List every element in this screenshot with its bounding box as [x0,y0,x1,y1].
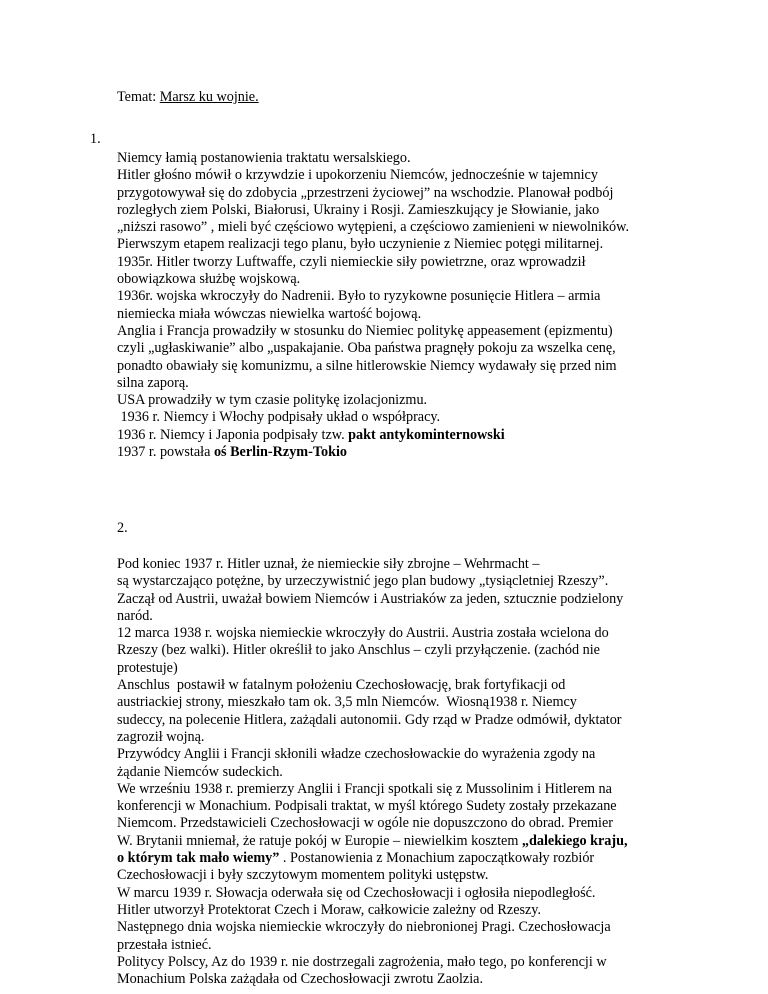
monachium-bold: o którym tak mało wiemy” [117,850,280,867]
text-line: Przywódcy Anglii i Francji skłonili władze czechosłowackie do wyrażenia zgody na [117,746,596,763]
os-prefix: 1937 r. powstała [117,444,214,461]
text-line: 1936 r. Niemcy i Włochy podpisały układ o współpracy. [117,409,441,426]
text-line: austriackiej strony, mieszkało tam ok. 3,5 mln Niemców. Wiosną1938 r. Niemcy [117,694,577,711]
section-2-text [117,556,677,988]
text-line: rozległych ziem Polski, Białorusi, Ukrainy i Rosji. Zamieszkujący je Słowianie, jako [117,201,600,218]
text-line: Pod koniec 1937 r. Hitler uznał, że niemieckie siły zbrojne – Wehrmacht – [117,556,540,572]
text-line: niemiecka miała wówczas niewielka wartość bojową. [117,305,422,322]
text-line: Anglia i Francja prowadziły w stosunku do Niemiec politykę appeasement (epizmentu) [117,322,613,339]
text-line: czyli „ugłaskiwanie” albo „uspakajanie. Oba państwa pragnęły pokoju za wszelka cenę, [117,340,616,357]
pakt-bold: pakt antykominternowski [348,426,505,443]
text-line: 1935r. Hitler tworzy Luftwaffe, czyli niemieckie siły powietrzne, oraz wprowadził [117,253,586,270]
section-2-number: 2. [117,520,128,536]
text-line: Hitler utworzył Protektorat Czech i Moraw, całkowicie zależny od Rzeszy. [117,901,542,918]
text-line-brytania [117,833,677,850]
brytania-bold: „dalekiego kraju, [521,832,628,849]
title-topic: Marsz ku wojnie. [159,89,259,105]
text-line: „niższi rasowo” , mieli być częściowo wytępieni, a częściowo zamienieni w niewolników. [117,219,630,236]
text-line: sudeccy, na polecenie Hitlera, zażądali autonomii. Gdy rząd w Pradze odmówił, dyktator [117,711,622,728]
text-line: 12 marca 1938 r. wojska niemieckie wkroczyły do Austrii. Austria została wcielona do [117,625,609,642]
text-line: Politycy Polscy, Az do 1939 r. nie dostrzegali zagrożenia, mało tego, po konferencji w [117,953,607,970]
text-line: Niemcy łamią postanowienia traktatu wersalskiego. [117,150,411,166]
text-line: Anschlus postawił w fatalnym położeniu Czechosłowację, brak fortyfikacji od [117,677,566,694]
text-line: są wystarczająco potężne, by urzeczywistnić jego plan budowy „tysiącletniej Rzeszy”. [117,573,609,590]
text-line: przestała istnieć. [117,936,212,953]
section-1-text [117,150,677,461]
text-line: silna zaporą. [117,374,189,391]
text-line: Hitler głośno mówił o krzywdzie i upokorzeniu Niemców, jednocześnie w tajemnicy [117,167,598,184]
text-line: Monachium Polska zażądała od Czechosłowacji zwrotu Zaolzia. [117,971,483,988]
text-line: żądanie Niemców sudeckich. [117,763,283,780]
text-line: Pierwszym etapem realizacji tego planu, było uczynienie z Niemiec potęgi militarnej. [117,236,604,253]
text-line: konferencji w Monachium. Podpisali traktat, w myśl którego Sudety zostały przekazane [117,798,617,815]
text-line: obowiązkowa służbę wojskową. [117,271,301,288]
text-line: Następnego dnia wojska niemieckie wkroczyły do niebronionej Pragi. Czechosłowacja [117,919,611,936]
page-title [117,89,259,106]
text-line-os [117,444,677,461]
text-line-monachium [117,850,677,867]
text-line: zagroził wojną. [117,728,205,745]
text-line: protestuje) [117,659,178,676]
os-bold: oś Berlin-Rzym-Tokio [213,444,348,461]
text-line: We wrześniu 1938 r. premierzy Anglii i Francji spotkali się z Mussolinim i Hitlerem na [117,780,612,797]
text-line: Rzeszy (bez walki). Hitler określił to jako Anschlus – czyli przyłączenie. (zachód nie [117,642,600,659]
brytania-prefix: W. Brytanii mniemał, że ratuje pokój w Europie – niewielkim kosztem [117,832,522,849]
section-1-number: 1. [90,131,101,147]
title-prefix: Temat: [117,89,160,105]
text-line: W marcu 1939 r. Słowacja oderwała się od Czechosłowacji i ogłosiła niepodległość. [117,884,596,901]
text-line: Niemcom. Przedstawicieli Czechosłowacji w ogóle nie dopuszczono do obrad. Premier [117,815,614,832]
text-line: 1936r. wojska wkroczyły do Nadrenii. Było to ryzykowne posunięcie Hitlera – armia [117,288,601,305]
monachium-suffix: . Postanowienia z Monachium zapoczątkowały rozbiór [279,850,595,867]
text-line: USA prowadziły w tym czasie politykę izolacjonizmu. [117,392,428,409]
text-line: ponadto obawiały się komunizmu, a silne hitlerowskie Niemcy wydawały się przed nim [117,357,617,374]
text-line: Zaczął od Austrii, uważał bowiem Niemców i Austriaków za jeden, sztucznie podzielony [117,590,624,607]
text-line: Czechosłowacji i były szczytowym momentem polityki ustępstw. [117,867,489,884]
text-line: naród. [117,607,153,624]
text-line-pakt [117,427,677,444]
pakt-prefix: 1936 r. Niemcy i Japonia podpisały tzw. [117,426,349,443]
text-line: przygotowywał się do zdobycia „przestrzeni życiowej” na wschodzie. Planował podbój [117,184,614,201]
